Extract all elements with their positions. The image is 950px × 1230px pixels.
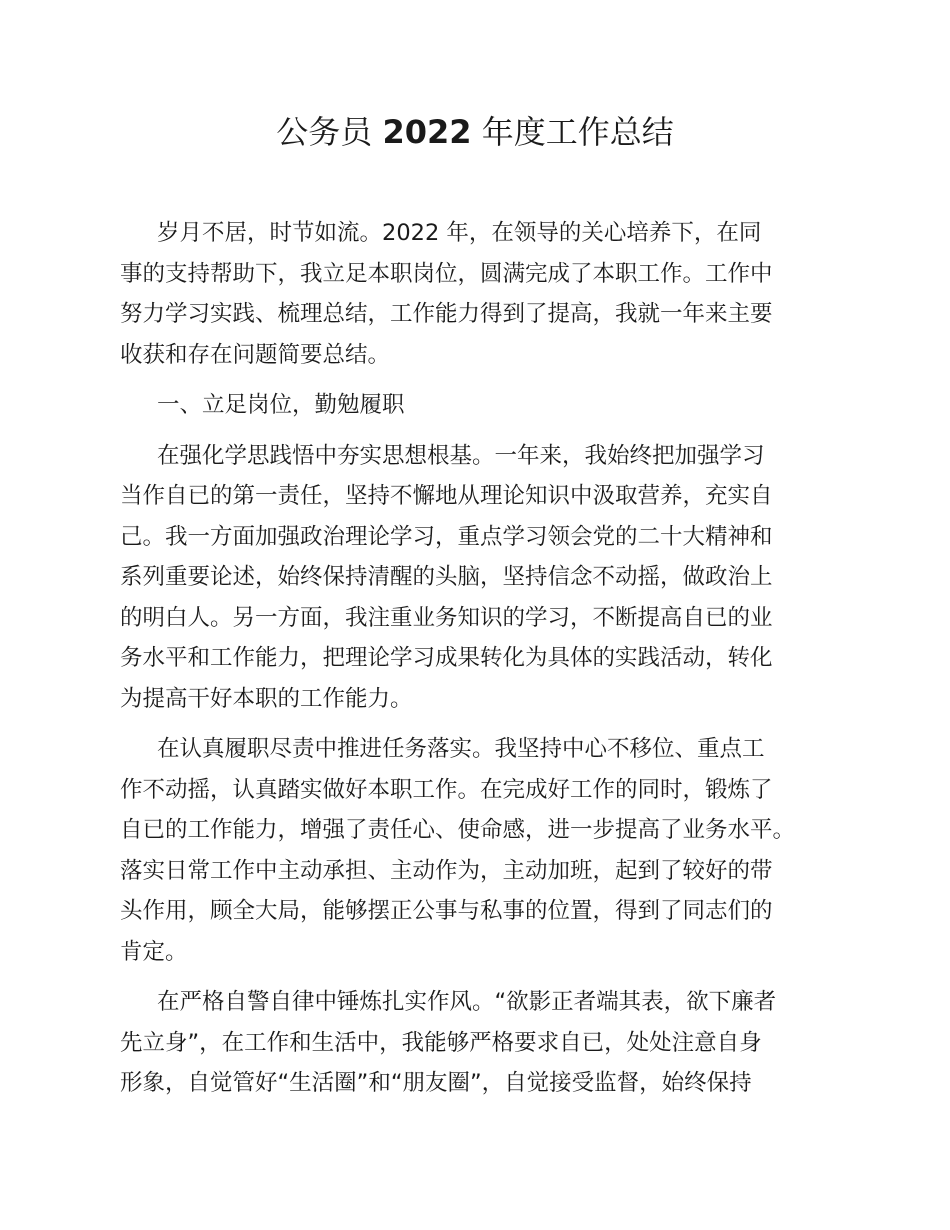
paragraph-line: 己。我一方面加强政治理论学习，重点学习领会党的二十大精神和 bbox=[120, 523, 773, 550]
section-heading bbox=[120, 385, 840, 426]
paragraph-line: 努力学习实践、梳理总结，工作能力得到了提高，我就一年来主要 bbox=[120, 301, 773, 327]
paragraph-line: 在认真履职尽责中推进任务落实。我坚持中心不移位、重点工 bbox=[157, 736, 765, 762]
paragraph-line: 事的支持帮助下，我立足本职岗位，圆满完成了本职工作。工作中 bbox=[120, 260, 773, 287]
title-suffix: 年度工作总结 bbox=[471, 113, 674, 151]
paragraph-line: 务水平和工作能力，把理论学习成果转化为具体的实践活动，转化 bbox=[120, 645, 773, 671]
paragraph bbox=[120, 436, 840, 720]
paragraph-line: 一、立足岗位，勤勉履职 bbox=[157, 392, 405, 418]
paragraph-line: 形象，自觉管好“生活圈”和“朋友圈”，自觉接受监督，始终保持 bbox=[120, 1070, 752, 1096]
paragraph-line: 头作用，顾全大局，能够摆正公事与私事的位置，得到了同志们的 bbox=[120, 898, 773, 924]
title-year: 2022 bbox=[382, 113, 472, 151]
paragraph-line: 系列重要论述，始终保持清醒的头脑，坚持信念不动摇，做政治上 bbox=[120, 564, 773, 590]
paragraph-line: 在严格自警自律中锤炼扎实作风。“欲影正者端其表，欲下廉者 bbox=[157, 989, 777, 1015]
paragraph-line: 岁月不居，时节如流。2022 年，在领导的关心培养下，在同 bbox=[157, 220, 762, 246]
document-title bbox=[0, 108, 950, 156]
paragraph bbox=[120, 213, 840, 375]
paragraph bbox=[120, 729, 840, 972]
title-prefix: 公务员 bbox=[276, 113, 383, 151]
paragraph-line: 当作自已的第一责任，坚持不懈地从理论知识中汲取营养，充实自 bbox=[120, 483, 773, 509]
paragraph-line: 的明白人。另一方面，我注重业务知识的学习，不断提高自已的业 bbox=[120, 604, 773, 631]
paragraph bbox=[120, 982, 840, 1104]
paragraph-line: 在强化学思践悟中夯实思想根基。一年来，我始终把加强学习 bbox=[157, 442, 765, 469]
paragraph-line: 作不动摇，认真踏实做好本职工作。在完成好工作的同时，锻炼了 bbox=[120, 776, 773, 803]
paragraph-line: 先立身”，在工作和生活中，我能够严格要求自已，处处注意自身 bbox=[120, 1029, 762, 1056]
paragraph-line: 肯定。 bbox=[120, 938, 188, 965]
document-body bbox=[120, 213, 840, 1114]
paragraph-line: 自已的工作能力，增强了责任心、使命感，进一步提高了业务水平。 bbox=[120, 817, 796, 843]
paragraph-line: 收获和存在问题简要总结。 bbox=[120, 341, 391, 368]
paragraph-line: 为提高干好本职的工作能力。 bbox=[120, 685, 413, 712]
paragraph-line: 落实日常工作中主动承担、主动作为，主动加班，起到了较好的带 bbox=[120, 857, 773, 884]
